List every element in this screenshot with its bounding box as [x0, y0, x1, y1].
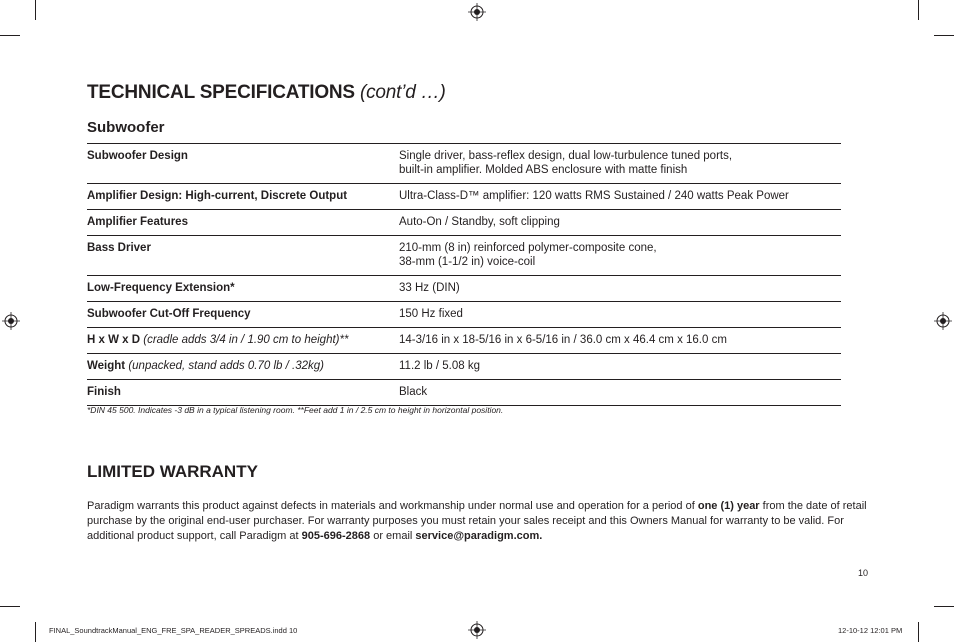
spec-label-note: (unpacked, stand adds 0.70 lb / .32kg) [128, 360, 324, 372]
spec-footnote: *DIN 45 500. Indicates -3 dB in a typical listening room. **Feet add 1 in / 2.5 cm to height in horizontal position. [87, 405, 504, 415]
page-title [87, 82, 446, 104]
spec-value [399, 184, 841, 210]
registration-target-icon [468, 3, 486, 21]
spec-value [399, 380, 841, 406]
spec-label-text: Subwoofer Cut-Off Frequency [87, 308, 251, 320]
crop-mark-icon [918, 622, 919, 642]
spec-value [399, 328, 841, 354]
crop-mark-icon [0, 606, 20, 607]
table-row [87, 144, 841, 184]
spec-table [87, 143, 841, 406]
warranty-text: or email [373, 530, 413, 542]
spec-value-line: 210-mm (8 in) reinforced polymer-composite cone, [399, 242, 657, 254]
support-email: service@paradigm.com. [415, 530, 543, 542]
registration-target-icon [468, 621, 486, 639]
table-row [87, 380, 841, 406]
crop-mark-icon [934, 606, 954, 607]
spec-label [87, 210, 399, 236]
spec-label [87, 236, 399, 276]
spec-label-text: Low-Frequency Extension* [87, 282, 235, 294]
spec-label [87, 184, 399, 210]
spec-value-line: Black [399, 386, 428, 398]
crop-mark-icon [0, 35, 20, 36]
page-title-suffix: (cont’d …) [360, 82, 446, 103]
page-title-text: TECHNICAL SPECIFICATIONS [87, 82, 355, 103]
spec-value-line: Ultra-Class-D™ amplifier: 120 watts RMS Sustained / 240 watts Peak Power [399, 190, 789, 202]
spec-label-note: (cradle adds 3/4 in / 1.90 cm to height)** [143, 334, 349, 346]
slug-datetime: 12-10-12 12:01 PM [838, 626, 903, 635]
warranty-text: from the date of retail purchase by the original end-user purchaser. For warranty purposes you must retain your sales receipt and this Owners Manual for warranty to be valid. For additional product support, call Paradigm at [87, 500, 867, 542]
table-row [87, 302, 841, 328]
crop-mark-icon [934, 35, 954, 36]
warranty-period: one (1) year [697, 500, 760, 512]
spec-label-text: Finish [87, 386, 121, 398]
spec-label-text: Weight [87, 360, 126, 372]
spec-label-text: Amplifier Design: High-current, Discrete Output [87, 190, 348, 202]
spec-label [87, 328, 399, 354]
table-row [87, 184, 841, 210]
page-number: 10 [858, 568, 869, 578]
spec-label [87, 354, 399, 380]
spec-value-line: Single driver, bass-reflex design, dual low-turbulence tuned ports, [399, 150, 733, 162]
table-row [87, 276, 841, 302]
table-row [87, 236, 841, 276]
spec-value [399, 354, 841, 380]
spec-label-text: Bass Driver [87, 242, 151, 254]
warranty-heading: LIMITED WARRANTY [87, 462, 258, 481]
spec-value-line: 33 Hz (DIN) [399, 282, 460, 294]
crop-mark-icon [35, 622, 36, 642]
spec-label [87, 276, 399, 302]
registration-target-icon [934, 312, 952, 330]
spec-label-text: H x W x D [87, 334, 141, 346]
spec-value-line: 14-3/16 in x 18-5/16 in x 6-5/16 in / 36.0 cm x 46.4 cm x 16.0 cm [399, 334, 727, 346]
spec-value [399, 236, 841, 276]
spec-value [399, 302, 841, 328]
spec-label [87, 380, 399, 406]
warranty-text: Paradigm warrants this product against defects in materials and workmanship under normal use and operation for a period of [87, 500, 695, 512]
table-row [87, 210, 841, 236]
crop-mark-icon [35, 0, 36, 20]
section-heading-subwoofer: Subwoofer [87, 119, 165, 136]
spec-value [399, 144, 841, 184]
spec-value-line: 38-mm (1-1/2 in) voice-coil [399, 256, 536, 268]
spec-label-text: Amplifier Features [87, 216, 188, 228]
spec-value [399, 210, 841, 236]
table-row [87, 328, 841, 354]
spec-label-text: Subwoofer Design [87, 150, 188, 162]
spec-label [87, 144, 399, 184]
registration-target-icon [2, 312, 20, 330]
support-phone: 905-696-2868 [301, 530, 371, 542]
warranty-paragraph [87, 499, 867, 544]
spec-value-line: 11.2 lb / 5.08 kg [399, 360, 480, 372]
crop-mark-icon [918, 0, 919, 20]
spec-value [399, 276, 841, 302]
table-row [87, 354, 841, 380]
spec-value-line: built-in amplifier. Molded ABS enclosure with matte finish [399, 164, 688, 176]
slug-filename: FINAL_SoundtrackManual_ENG_FRE_SPA_READER_SPREADS.indd 10 [49, 626, 298, 635]
spec-value-line: 150 Hz fixed [399, 308, 463, 320]
spec-value-line: Auto-On / Standby, soft clipping [399, 216, 560, 228]
spec-label [87, 302, 399, 328]
